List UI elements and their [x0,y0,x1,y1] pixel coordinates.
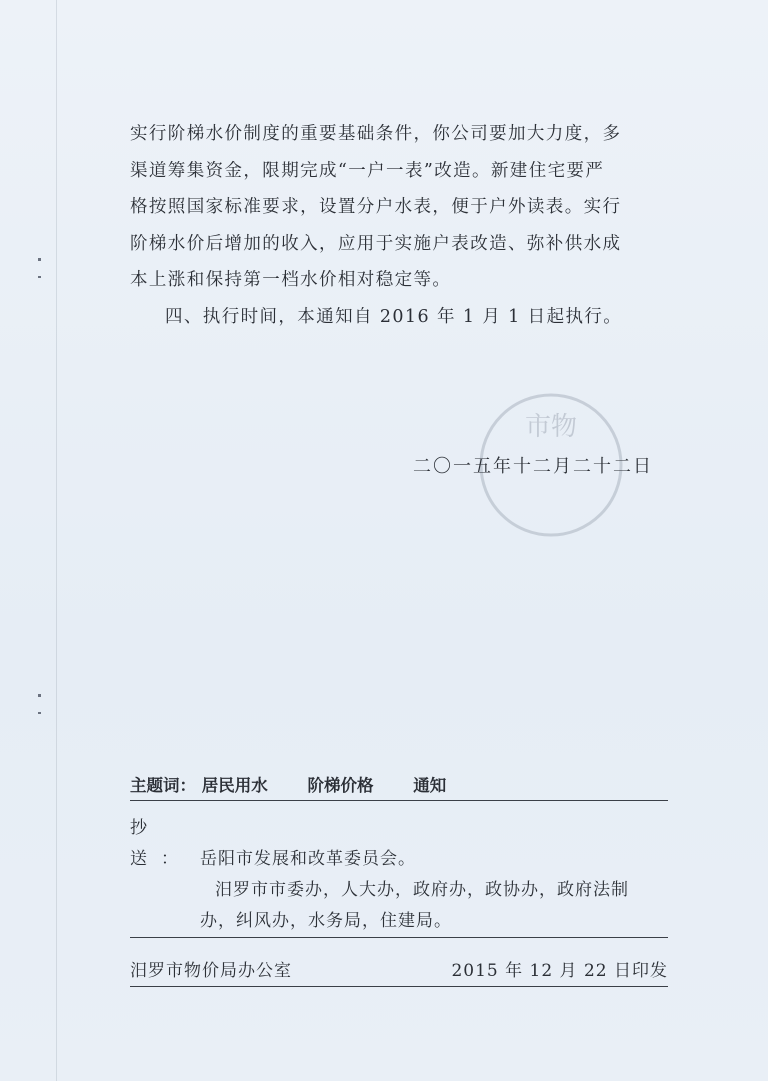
cc-block [130,813,668,938]
item-four: 四、执行时间，本通知自 2016 年 1 月 1 日起执行。 [165,306,623,327]
subject-keyword: 居民用水 [201,776,268,795]
body-line: 实行阶梯水价制度的重要基础条件，你公司要加大力度，多 [130,124,622,144]
binding-mark [38,694,41,697]
subject-keyword: 通知 [413,776,447,795]
subject-label: 主题词： [130,776,196,795]
subject-row [130,772,668,801]
subject-keyword: 阶梯价格 [307,776,374,795]
body-line: 格按照国家标准要求，设置分户水表，便于户外读表。实行 [130,197,622,217]
cc-recipient: 岳阳市发展和改革委员会。 [200,849,416,869]
issue-date: 2015 年 12 月 22 日印发 [451,961,668,981]
body-line: 渠道筹集资金，限期完成“一户一表”改造。新建住宅要严 [130,160,605,181]
cc-row [130,813,668,875]
issuer: 汨罗市物价局办公室 [130,961,292,981]
binding-mark [38,276,41,278]
signing-date: 二〇一五年十二月二十二日 [413,456,653,477]
binding-mark [38,258,41,261]
body-text [130,116,666,335]
cc-label: 抄送： [130,818,192,869]
body-line: 本上涨和保持第一档水价相对稳定等。 [130,270,452,290]
cc-recipients-continued: 办，纠风办，水务局，住建局。 [200,911,452,931]
cc-recipients: 汨罗市市委办，人大办，政府办，政协办，政府法制 [215,880,629,900]
document-footer [130,772,668,987]
binding-mark [38,712,41,714]
body-line: 阶梯水价后增加的收入，应用于实施户表改造、弥补供水成 [130,233,622,254]
binding-edge [56,0,57,1081]
issue-row [130,956,668,987]
svg-text:市物: 市物 [524,412,578,442]
